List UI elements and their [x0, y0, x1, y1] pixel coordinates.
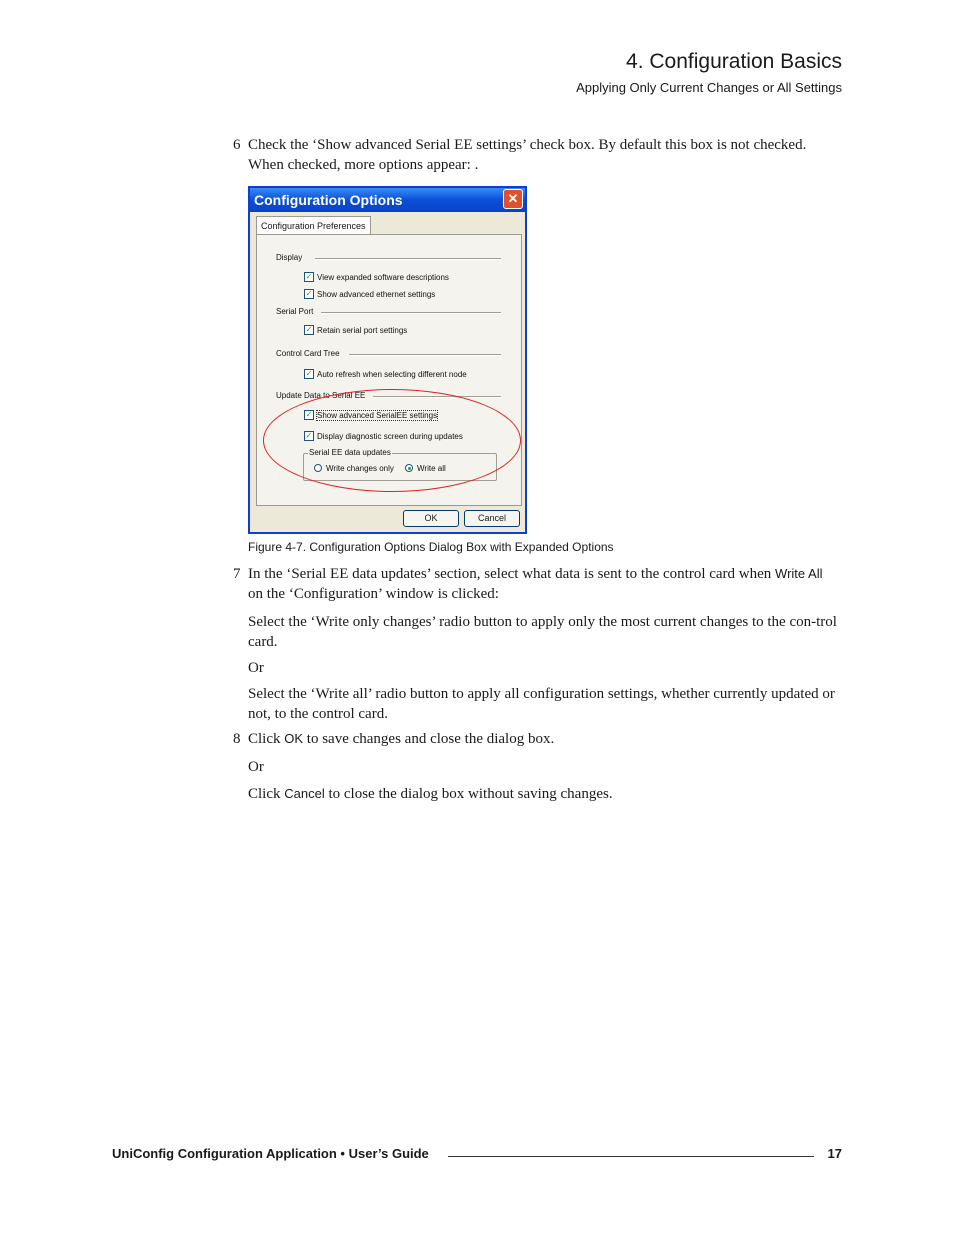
radio-label: Write all — [417, 464, 446, 473]
checkbox-label: Show advanced SerialEE settings — [317, 411, 438, 420]
paragraph-or: Or — [248, 759, 264, 775]
checkbox-display-diagnostic[interactable]: ✓ — [305, 431, 313, 440]
paragraph-write-all: Select the ‘Write all’ radio button to apply all configuration settings, whether currently updated or not, to the control card. — [248, 686, 835, 722]
step-number: 8 — [233, 731, 241, 747]
checkbox-show-serial-ee[interactable]: ✓ — [305, 410, 313, 419]
step-text: Click — [248, 786, 285, 802]
group-divider — [349, 354, 501, 356]
step-6 — [233, 135, 840, 175]
step-text: In the ‘Serial EE data updates’ section, select what data is sent to the control card when — [248, 566, 776, 582]
step-text: Check the ‘Show advanced Serial EE settings’ check box. By default this box is not checked. When checked, more options appear: . — [248, 137, 807, 173]
group-display-label: Display — [276, 253, 303, 262]
step-text: on the ‘Configuration’ window is clicked: — [248, 586, 499, 602]
red-highlight-ellipse — [263, 389, 521, 492]
section-title: Applying Only Current Changes or All Settings — [576, 80, 842, 95]
step-8 — [233, 729, 840, 749]
paragraph-or: Or — [248, 660, 264, 676]
chapter-title: 4. Configuration Basics — [626, 50, 842, 73]
footer-title: UniConfig Configuration Application • User’s Guide — [112, 1146, 429, 1161]
group-divider — [315, 258, 501, 260]
checkbox-retain-serial[interactable]: ✓ — [305, 325, 313, 334]
ui-term-cancel: Cancel — [284, 786, 325, 801]
group-control-card-tree-label: Control Card Tree — [276, 349, 340, 358]
dialog-title: Configuration Options — [254, 192, 403, 208]
serial-ee-updates-label: Serial EE data updates — [309, 448, 391, 457]
group-divider — [321, 312, 501, 314]
tab-configuration-preferences[interactable]: Configuration Preferences — [256, 216, 371, 235]
checkbox-label: Display diagnostic screen during updates — [317, 432, 463, 441]
group-serial-port-label: Serial Port — [276, 307, 314, 316]
checkbox-view-expanded[interactable]: ✓ — [305, 272, 313, 281]
paragraph-cancel — [248, 784, 840, 804]
checkbox-show-ethernet[interactable]: ✓ — [305, 289, 313, 298]
footer-rule — [448, 1156, 814, 1157]
step-text: to save changes and close the dialog box. — [303, 731, 555, 747]
ui-term-write-all: Write All — [775, 566, 823, 581]
dialog-titlebar[interactable] — [250, 188, 525, 212]
page-number: 17 — [827, 1146, 842, 1161]
step-text: to close the dialog box without saving changes. — [324, 786, 613, 802]
figure-caption: Figure 4-7. Configuration Options Dialog Box with Expanded Options — [248, 540, 614, 554]
checkbox-label: Retain serial port settings — [317, 326, 408, 335]
configuration-options-dialog — [248, 186, 527, 534]
group-update-serial-ee-label: Update Data to Serial EE — [276, 391, 366, 400]
checkbox-label: Show advanced ethernet settings — [317, 290, 436, 299]
step-text: Click — [248, 731, 285, 747]
checkbox-auto-refresh[interactable]: ✓ — [305, 369, 313, 378]
ui-term-ok: OK — [284, 731, 304, 746]
checkbox-label: Auto refresh when selecting different node — [317, 370, 467, 379]
step-7 — [233, 564, 840, 604]
step-number: 7 — [233, 566, 241, 582]
step-number: 6 — [233, 137, 241, 153]
ok-button[interactable]: OK — [403, 510, 459, 527]
radio-label: Write changes only — [326, 464, 394, 473]
close-icon[interactable]: ✕ — [503, 189, 523, 209]
cancel-button[interactable]: Cancel — [464, 510, 520, 527]
checkbox-label: View expanded software descriptions — [317, 273, 449, 282]
paragraph-write-changes: Select the ‘Write only changes’ radio button to apply only the most current changes to the con-trol card. — [248, 614, 837, 650]
